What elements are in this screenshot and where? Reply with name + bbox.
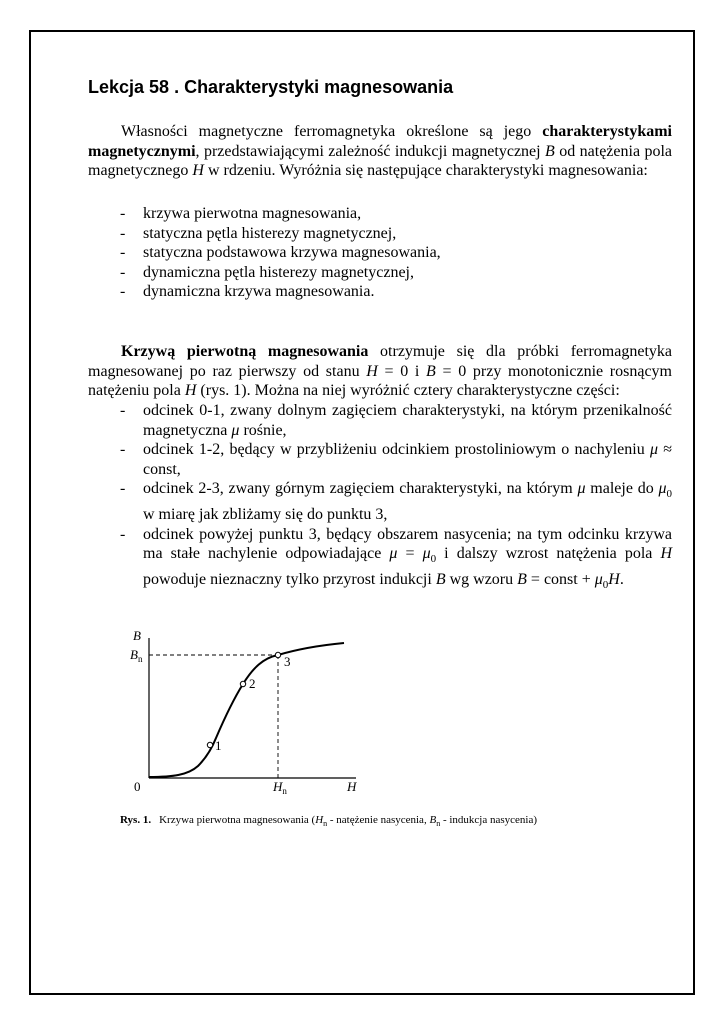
list-item: - krzywa pierwotna magnesowania, [120,205,362,222]
primary-curve-paragraph: Krzywą pierwotną magnesowania otrzymuje się dla próbki ferromagnetyka magnesowanej po raz pierwszy od stanu H = 0 i B = 0 przy monotonicznie rosnącym natężeniu pola H (rys. 1). Można na niej wyróżnić cztery charakterystyczne części: [88,343,673,400]
point-2-label: 2 [249,676,256,691]
point-3-label: 3 [284,654,291,669]
intro-paragraph: Własności magnetyczne ferromagnetyka określone są jego charakterystykami magnetycznymi, przedstawiającymi zależność indukcji magnetycznej B od natężenia pola magnetycznego H w rdzeniu. Wyróżnia się następujące charakterystyki magnesowania: [88,123,673,180]
hn-label: $H_n$ [273,779,287,796]
magnetization-curve-figure [118,628,368,798]
h-axis-label: H [347,779,357,794]
list-item: - statyczna podstawowa krzywa magnesowania, [120,244,441,262]
primary-magnetization-curve [149,643,344,777]
bn-label: $B_n$ [130,647,143,664]
point-1-label: 1 [215,738,222,753]
point-1-marker [207,742,212,747]
page-title: Lekcja 58 . Charakterystyki magnesowania [88,77,454,97]
figure-caption: Rys. 1. Krzywa pierwotna magnesowania ($H_n$ - natężenie nasycenia, $B_n$ - indukcja nasycenia) [120,814,538,829]
list-item: - statyczna pętla histerezy magnetycznej, [120,224,397,242]
segments-list [88,401,672,596]
point-2-marker [240,681,245,686]
list-item: - odcinek 0-1, zwany dolnym zagięciem charakterystyki, na którym przenikalność magnetyczna μ rośnie, [120,402,672,439]
point-3-marker [275,652,280,657]
list-item: - dynamiczna pętla histerezy magnetycznej, [120,263,414,281]
b-axis-label: B [133,628,141,643]
list-item: - odcinek 2-3, zwany górnym zagięciem charakterystyki, na którym μ maleje do $\mu_0$ w miarę jak zbliżamy się do punktu 3, [120,480,673,524]
list-item: - odcinek powyżej punktu 3, będący obszarem nasycenia; na tym odcinku krzywa ma stałe nachylenie odpowiadające $\mu = \mu_0$ i dalszy wzrost natężenia pola H powoduje nieznaczny tylko przyrost indukcji B wg wzoru B = const + $\mu_0H$. [120,525,672,592]
list-item: - dynamiczna krzywa magnesowania. [120,283,375,301]
origin-label: 0 [134,779,141,794]
list-item: - odcinek 1-2, będący w przybliżeniu odcinkiem prostoliniowym o nachyleniu μ ≈ const, [120,441,673,478]
characteristics-list [88,204,672,302]
